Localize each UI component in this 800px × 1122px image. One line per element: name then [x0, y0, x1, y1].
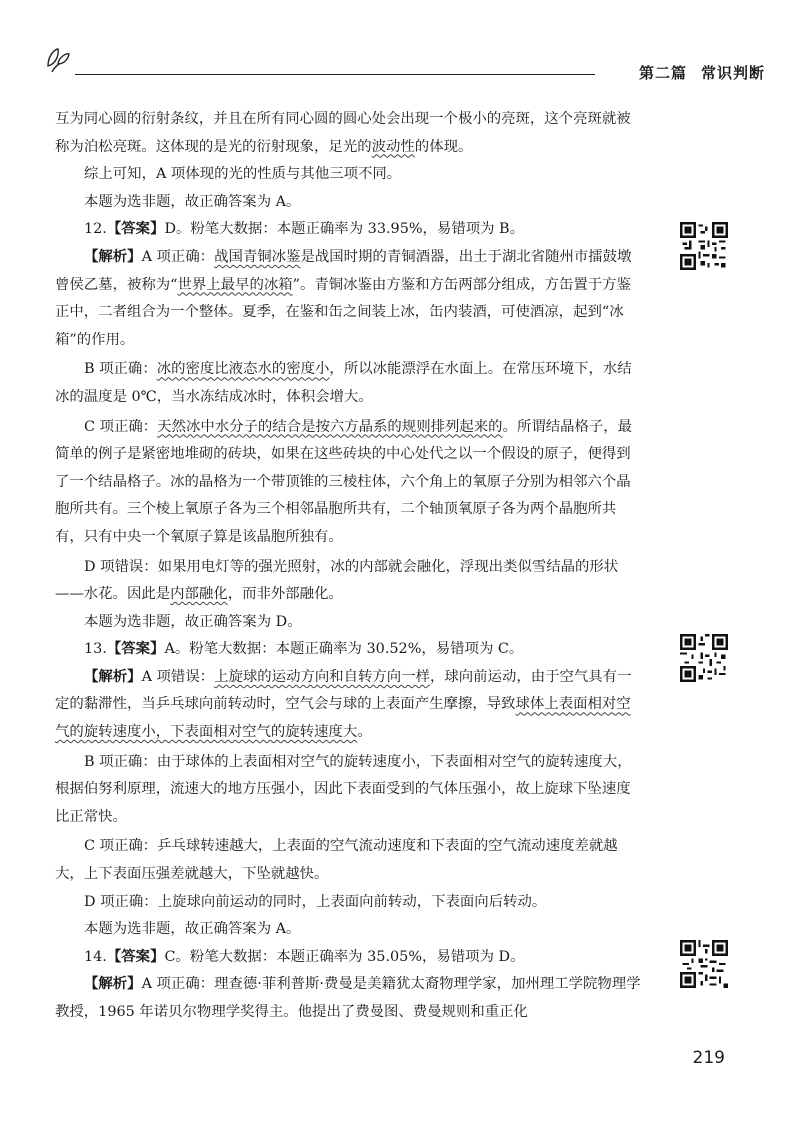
answer-line: 13.【答案】A。粉笔大数据：本题正确率为 30.52%，易错项为 C。 — [84, 641, 524, 658]
analysis-paragraph: 【解析】A 项正确：理查德·菲利普斯·费曼是美籍犹太裔物理学家，加州理工学院物理学教授，1965 年诺贝尔物理学奖得主。他提出了费曼图、费曼规则和重正化 — [55, 976, 641, 1020]
answer-line: 14.【答案】C。粉笔大数据：本题正确率为 35.05%，易错项为 D。 — [84, 948, 525, 965]
paragraph: 互为同心圆的衍射条纹，并且在所有同心圆的圆心处会出现一个极小的亮斑，这个亮斑就被称为泊松亮斑。这体现的是光的衍射现象，足光的波动性的体现。 — [55, 111, 631, 155]
paragraph: C 项正确：乒乓球转速越大，上表面的空气流动速度和下表面的空气流动速度差就越大，上下表面压强差就越大，下坠就越快。 — [55, 838, 618, 883]
analysis-paragraph: 【解析】A 项正确：战国青铜冰鉴是战国时期的青铜酒器，出土于湖北省随州市擂鼓墩曾侯乙墓，被称为“世界上最早的冰箱”。青铜冰鉴由方鉴和方缶两部分组成，方缶置于方鉴正中，二者组合为一个整体。夏季，在鉴和缶之间装上冰，缶内装酒，可使酒凉，起到“冰箱”的作用。 — [55, 248, 632, 348]
leaf-icon — [45, 46, 71, 74]
paragraph: 本题为选非题，故正确答案为 D。 — [84, 613, 302, 630]
paragraph: C 项正确：天然冰中水分子的结合是按六方晶系的规则排列起来的。所谓结晶格子，最简单的例子是紧密地堆砌的砖块，如果在这些砖块的中心处代之以一个假设的原子，便得到了一个结晶格子。冰的晶格为一个带顶锥的三棱柱体，六个角上的氧原子分别为相邻六个晶胞所共有。三个棱上氧原子各为三个相邻晶胞所共有，二个轴顶氧原子各为两个晶胞所共有，只有中央一个氧原子算是该晶胞所独有。 — [55, 418, 633, 545]
paragraph: 本题为选非题，故正确答案为 A。 — [84, 921, 301, 938]
header-rule — [75, 74, 595, 75]
page-number: 219 — [692, 1048, 725, 1068]
paragraph: D 项正确：上旋球向前运动的同时，上表面向前转动，下表面向后转动。 — [84, 893, 547, 910]
answer-line: 12.【答案】D。粉笔大数据：本题正确率为 33.95%，易错项为 B。 — [84, 221, 525, 238]
page-header — [45, 46, 765, 86]
body-text — [55, 106, 645, 1027]
paragraph: 本题为选非题，故正确答案为 A。 — [84, 193, 301, 210]
paragraph: 综上可知，A 项体现的光的性质与其他三项不同。 — [84, 166, 402, 183]
paragraph: D 项错误：如果用电灯等的强光照射，冰的内部就会融化，浮现出类似雪结晶的形状——水花。因此是内部融化，而非外部融化。 — [55, 558, 619, 603]
header-part: 第二篇 — [638, 64, 687, 82]
analysis-paragraph: 【解析】A 项错误：上旋球的运动方向和自转方向一样，球向前运动，由于空气具有一定的黏滞性，当乒乓球向前转动时，空气会与球的上表面产生摩擦，导致球体上表面相对空气的旋转速度小，下表面相对空气的旋转速度大。 — [55, 668, 632, 741]
paragraph: B 项正确：冰的密度比液态水的密度小，所以冰能漂浮在水面上。在常压环境下，水结冰的温度是 0℃，当水冻结成冰时，体积会增大。 — [55, 361, 632, 405]
header-title — [639, 62, 765, 83]
header-section: 常识判断 — [700, 64, 765, 82]
qr-code-icon[interactable] — [680, 222, 728, 270]
qr-code-icon[interactable] — [680, 940, 728, 988]
paragraph: B 项正确：由于球体的上表面相对空气的旋转速度小，下表面相对空气的旋转速度大，根据伯努利原理，流速大的地方压强小，因此下表面受到的气体压强小，故上旋球下坠速度比正常快。 — [55, 753, 632, 825]
qr-code-icon[interactable] — [680, 634, 728, 682]
